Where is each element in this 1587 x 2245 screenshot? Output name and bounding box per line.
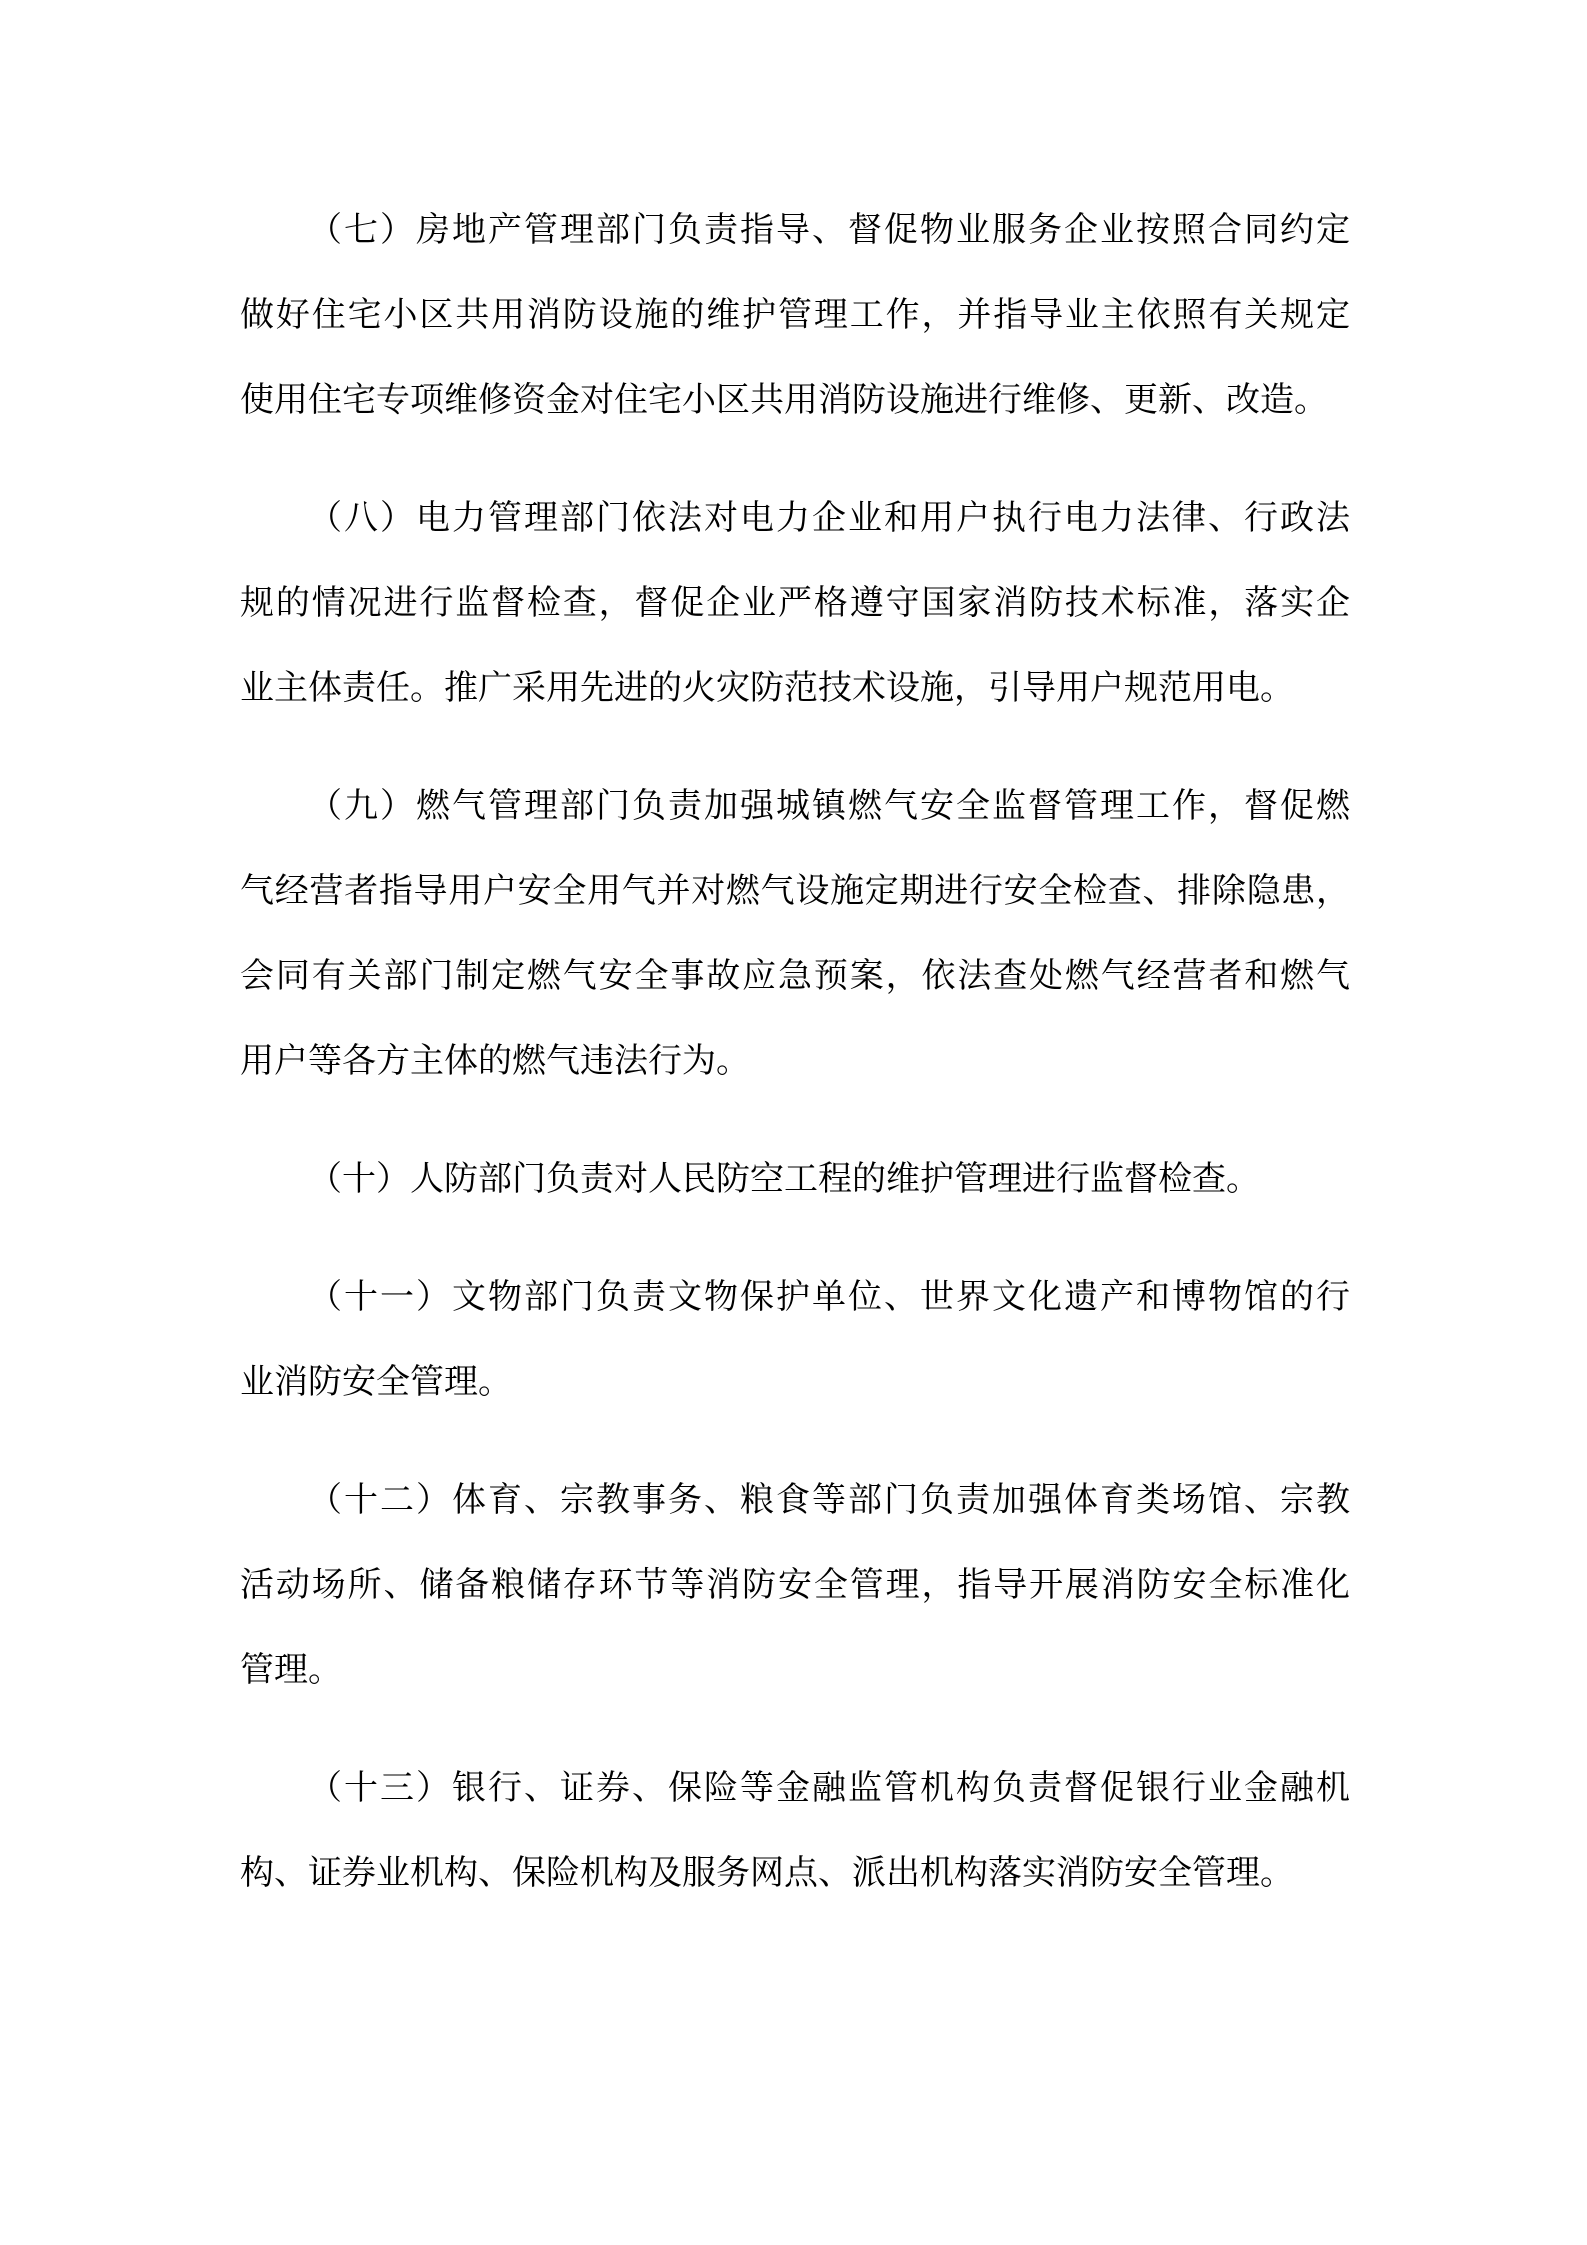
text-line: （七）房地产管理部门负责指导、督促物业服务企业按照合同约定 — [308, 212, 1350, 249]
text-line: 气经营者指导用户安全用气并对燃气设施定期进行安全检查、排除隐患， — [240, 873, 1350, 910]
text-line: 用户等各方主体的燃气违法行为。 — [240, 1043, 750, 1080]
text-line: （十三）银行、证券、保险等金融监管机构负责督促银行业金融机 — [308, 1770, 1350, 1807]
text-line: 管理。 — [240, 1652, 342, 1689]
paragraph — [240, 188, 1350, 443]
text-line: （十一）文物部门负责文物保护单位、世界文化遗产和博物馆的行 — [308, 1279, 1350, 1316]
paragraph — [240, 1746, 1350, 1916]
text-line: 使用住宅专项维修资金对住宅小区共用消防设施进行维修、更新、改造。 — [240, 382, 1328, 419]
document-body — [240, 188, 1350, 1949]
text-line: 做好住宅小区共用消防设施的维护管理工作，并指导业主依照有关规定 — [240, 297, 1350, 334]
paragraph — [240, 764, 1350, 1104]
text-line: （十）人防部门负责对人民防空工程的维护管理进行监督检查。 — [308, 1161, 1260, 1198]
paragraph — [240, 1255, 1350, 1425]
text-line: 构、证券业机构、保险机构及服务网点、派出机构落实消防安全管理。 — [240, 1855, 1294, 1892]
paragraph — [240, 1458, 1350, 1713]
text-line: 会同有关部门制定燃气安全事故应急预案，依法查处燃气经营者和燃气 — [240, 958, 1350, 995]
paragraph — [240, 476, 1350, 731]
text-line: 规的情况进行监督检查，督促企业严格遵守国家消防技术标准，落实企 — [240, 585, 1350, 622]
paragraph — [240, 1137, 1350, 1222]
text-line: 活动场所、储备粮储存环节等消防安全管理，指导开展消防安全标准化 — [240, 1567, 1350, 1604]
text-line: 业消防安全管理。 — [240, 1364, 512, 1401]
text-line: （九）燃气管理部门负责加强城镇燃气安全监督管理工作，督促燃 — [308, 788, 1350, 825]
text-line: 业主体责任。推广采用先进的火灾防范技术设施，引导用户规范用电。 — [240, 670, 1294, 707]
text-line: （十二）体育、宗教事务、粮食等部门负责加强体育类场馆、宗教 — [308, 1482, 1350, 1519]
text-line: （八）电力管理部门依法对电力企业和用户执行电力法律、行政法 — [308, 500, 1350, 537]
